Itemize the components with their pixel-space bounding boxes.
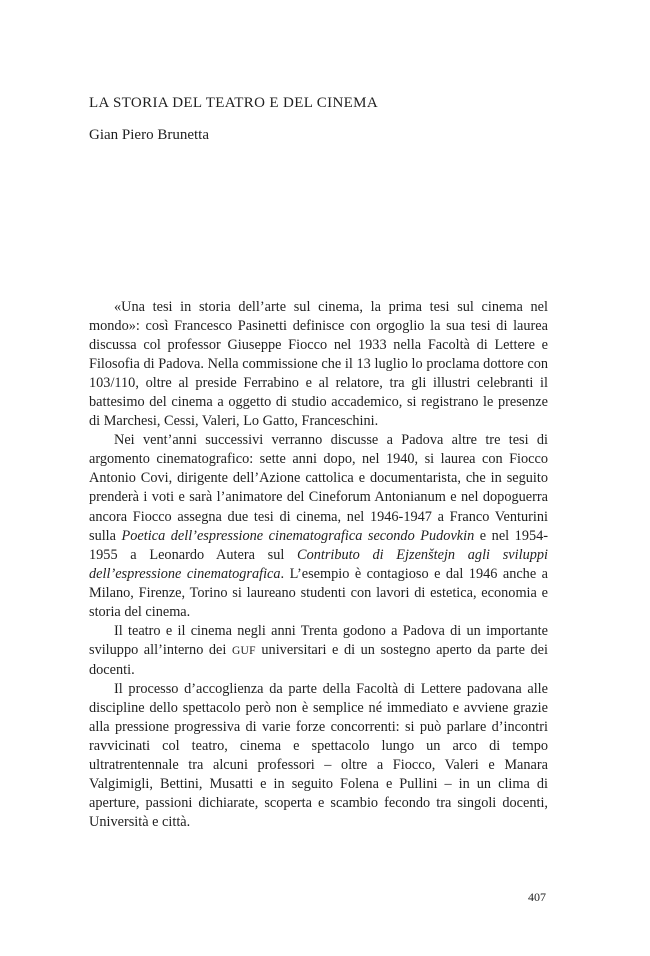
paragraph-1 bbox=[89, 298, 548, 431]
paragraph-2-text-c: . L’esempio è contagioso e dal 1946 anche a Milano, Firenze, Torino si laureano studenti con lavori di estetica, economia e storia del cinema. bbox=[89, 565, 548, 620]
guf-abbreviation: GUF bbox=[231, 644, 256, 657]
author-name: Gian Piero Brunetta bbox=[89, 127, 209, 143]
paragraph-2 bbox=[89, 431, 548, 621]
thesis-title-pudovkin: Poetica dell’espressione cinematografica secondo Pudovkin bbox=[121, 527, 475, 544]
thesis-title-ejzenstejn: Contributo di Ejzenštejn agli sviluppi dell’espressione cinematografica bbox=[89, 546, 548, 582]
paragraph-1-text: «Una tesi in storia dell’arte sul cinema, la prima tesi sul cinema nel mondo»: così Francesco Pasinetti definisce con orgoglio la sua tesi di laurea discussa col professor Giuseppe Fiocco nel 1933 nella Facoltà di Lettere e Filosofia di Padova. Nella commissione che il 13 luglio lo proclama dottore con 103/110, oltre al preside Ferrabino e al relatore, tra gli illustri celebranti il battesimo del cinema a oggetto di studio accademico, si registrano le presenze di Marchesi, Cessi, Valeri, Lo Gatto, Franceschini. bbox=[89, 299, 548, 430]
page-number: 407 bbox=[528, 890, 546, 904]
paragraph-3-text-b: universitari e di un sostegno aperto da parte dei docenti. bbox=[89, 641, 548, 678]
chapter-title: LA STORIA DEL TEATRO E DEL CINEMA bbox=[89, 95, 379, 111]
paragraph-2-text-b: e nel 1954-1955 a Leonardo Autera sul bbox=[89, 527, 549, 563]
paragraph-4-text: Il processo d’accoglienza da parte della Facoltà di Lettere padovana alle discipline dello spettacolo però non è semplice né immediato e avviene grazie alla pressione progressiva di varie forze concorrenti: si può parlare d’incontri ravvicinati col teatro, cinema e spettacolo lungo un arco di tempo ultratrentennale tra alcuni professori – oltre a Fiocco, Valeri e Manara Valgimigli, Bettini, Musatti e in seguito Folena e Pullini – in un clima di aperture, passioni dichiarate, scoperta e scambio fecondo tra singoli docenti, Università e città. bbox=[89, 680, 548, 831]
paragraph-4 bbox=[89, 680, 548, 832]
paragraph-3-text-a: Il teatro e il cinema negli anni Trenta godono a Padova di un importante sviluppo all’interno dei bbox=[89, 622, 548, 658]
body-text bbox=[89, 298, 548, 832]
paragraph-2-text-a: Nei vent’anni successivi verranno discusse a Padova altre tre tesi di argomento cinematografico: sette anni dopo, nel 1940, si laurea con Fiocco Antonio Covi, dirigente dell’Azione cattolica e documentarista, che in seguito prenderà i voti e sarà l’animatore del Cineforum Antonianum e nel dopoguerra ancora Fiocco assegna due tesi di cinema, nel 1946-1947 a Franco Venturini sulla bbox=[89, 432, 548, 544]
paragraph-3 bbox=[89, 622, 548, 680]
